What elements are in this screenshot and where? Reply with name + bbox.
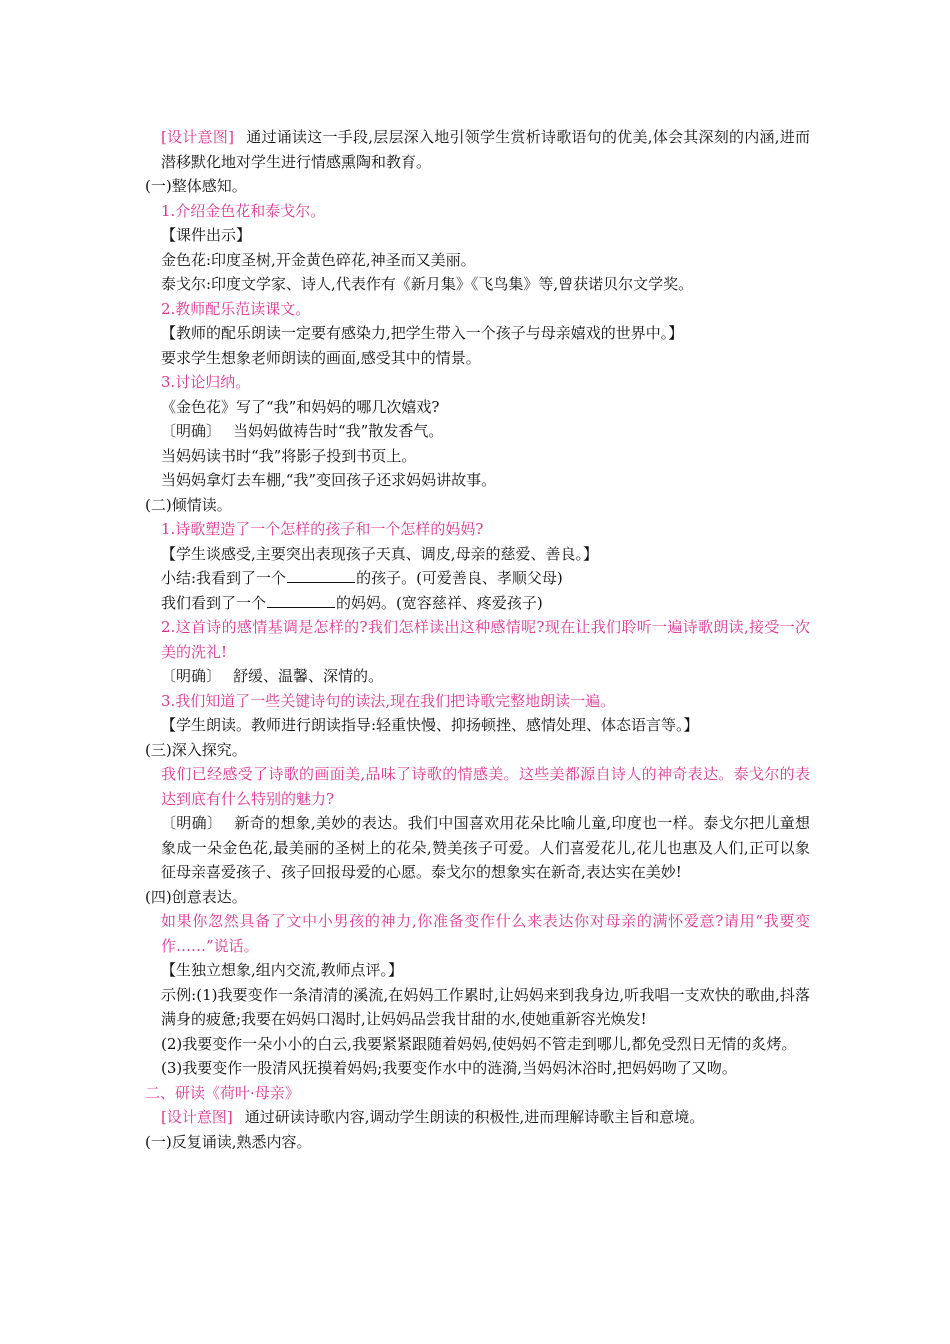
summary-text: 的孩子。(可爱善良、孝顺父母) (356, 569, 563, 587)
design-intent-text: 通过研读诗歌内容,调动学生朗读的积极性,进而理解诗歌主旨和意境。 (244, 1108, 705, 1126)
fill-blank (267, 592, 335, 608)
courseware-label: 【课件出示】 (161, 226, 252, 244)
summary-line (145, 566, 810, 591)
tagore-note: 泰戈尔:印度文学家、诗人,代表作有《新月集》《飞鸟集》等,曾获诺贝尔文学奖。 (161, 275, 694, 293)
step-item: 3.我们知道了一些关键诗句的读法,现在我们把诗歌完整地朗读一遍。 (161, 691, 616, 710)
summary-text: 的妈妈。(宽容慈祥、疼爱孩子) (336, 593, 543, 612)
document-body (145, 125, 810, 1154)
section-heading: (一)反复诵读,熟悉内容。 (145, 1132, 312, 1151)
clarify-text: 当妈妈做祷告时“我”散发香气。 (233, 422, 444, 440)
reading-note: 【教师的配乐朗读一定要有感染力,把学生带入一个孩子与母亲嬉戏的世界中。】 (161, 324, 684, 342)
step-item: 2.这首诗的感情基调是怎样的?我们怎样读出这种感情呢?现在让我们聆听一遍诗歌朗读,接受一次美的洗礼! (161, 618, 810, 661)
student-note: 【学生朗读。教师进行朗读指导:轻重快慢、抑扬顿挫、感情处理、体态语言等。】 (161, 716, 699, 734)
step-item: 3.讨论归纳。 (161, 373, 251, 391)
imagine-note: 要求学生想象老师朗读的画面,感受其中的情景。 (161, 348, 481, 367)
design-intent-paragraph (145, 125, 810, 174)
clarify-label: 〔明确〕 (161, 667, 222, 685)
step-item: 1.介绍金色花和泰戈尔。 (161, 201, 326, 220)
game-line: 当妈妈拿灯去车棚,“我”变回孩子还求妈妈讲故事。 (161, 471, 497, 489)
clarify-label: 〔明确〕 (161, 814, 223, 832)
summary-text: 小结:我看到了一个 (161, 569, 287, 587)
clarify-paragraph (145, 811, 810, 885)
clarify-label: 〔明确〕 (161, 422, 222, 440)
section-heading: (四)创意表达。 (145, 887, 247, 906)
clarify-text: 舒缓、温馨、深情的。 (233, 667, 384, 685)
summary-line (145, 591, 810, 616)
golden-flower-note: 金色花:印度圣树,开金黄色碎花,神圣而又美丽。 (161, 250, 476, 269)
creative-question: 如果你忽然具备了文中小男孩的神力,你准备变作什么来表达你对母亲的满怀爱意?请用“我要变作……”说话。 (161, 912, 810, 955)
design-intent-label: [设计意图] (161, 128, 234, 146)
clarify-paragraph (145, 664, 810, 689)
step-item: 2.教师配乐范读课文。 (161, 299, 311, 318)
section-heading: (二)倾情读。 (145, 495, 232, 514)
section-heading: (一)整体感知。 (145, 177, 247, 195)
step-item: 1.诗歌塑造了一个怎样的孩子和一个怎样的妈妈? (161, 520, 484, 538)
part-heading: 二、研读《荷叶·母亲》 (145, 1083, 300, 1102)
design-intent-label: [设计意图] (161, 1108, 233, 1126)
clarify-text: 新奇的想象,美妙的表达。我们中国喜欢用花朵比喻儿童,印度也一样。泰戈尔把儿童想象成一朵金色花,最美丽的圣树上的花朵,赞美孩子可爱。人们喜爱花儿,花儿也惠及人们,正可以象征母亲喜爱孩子、孩子回报母爱的心愿。泰戈尔的想象实在新奇,表达实在美妙! (161, 814, 810, 881)
example-paragraph: 示例:(1)我要变作一条清清的溪流,在妈妈工作累时,让妈妈来到我身边,听我唱一支欢快的歌曲,抖落满身的疲惫;我要在妈妈口渴时,让妈妈品尝我甘甜的水,使她重新容光焕发! (161, 985, 810, 1028)
student-note: 【生独立想象,组内交流,教师点评。】 (161, 961, 404, 979)
inquiry-question: 我们已经感受了诗歌的画面美,品味了诗歌的情感美。这些美都源自诗人的神奇表达。泰戈尔的表达到底有什么特别的魅力? (161, 765, 810, 808)
example-paragraph: (2)我要变作一朵小小的白云,我要紧紧跟随着妈妈,使妈妈不管走到哪儿,都免受烈日无情的炙烤。 (161, 1034, 797, 1053)
design-intent-paragraph (145, 1105, 810, 1130)
example-paragraph: (3)我要变作一股清风抚摸着妈妈;我要变作水中的涟漪,当妈妈沐浴时,把妈妈吻了又吻。 (161, 1059, 737, 1077)
game-line: 当妈妈读书时“我”将影子投到书页上。 (161, 446, 417, 465)
discussion-question: 《金色花》写了“我”和妈妈的哪几次嬉戏? (161, 397, 440, 416)
student-note: 【学生谈感受,主要突出表现孩子天真、调皮,母亲的慈爱、善良。】 (161, 544, 599, 563)
fill-blank (287, 567, 355, 583)
summary-text: 我们看到了一个 (161, 593, 267, 612)
section-heading: (三)深入探究。 (145, 740, 247, 759)
design-intent-text: 通过诵读这一手段,层层深入地引领学生赏析诗歌语句的优美,体会其深刻的内涵,进而潜移默化地对学生进行情感熏陶和教育。 (161, 128, 810, 171)
clarify-paragraph (145, 419, 810, 444)
